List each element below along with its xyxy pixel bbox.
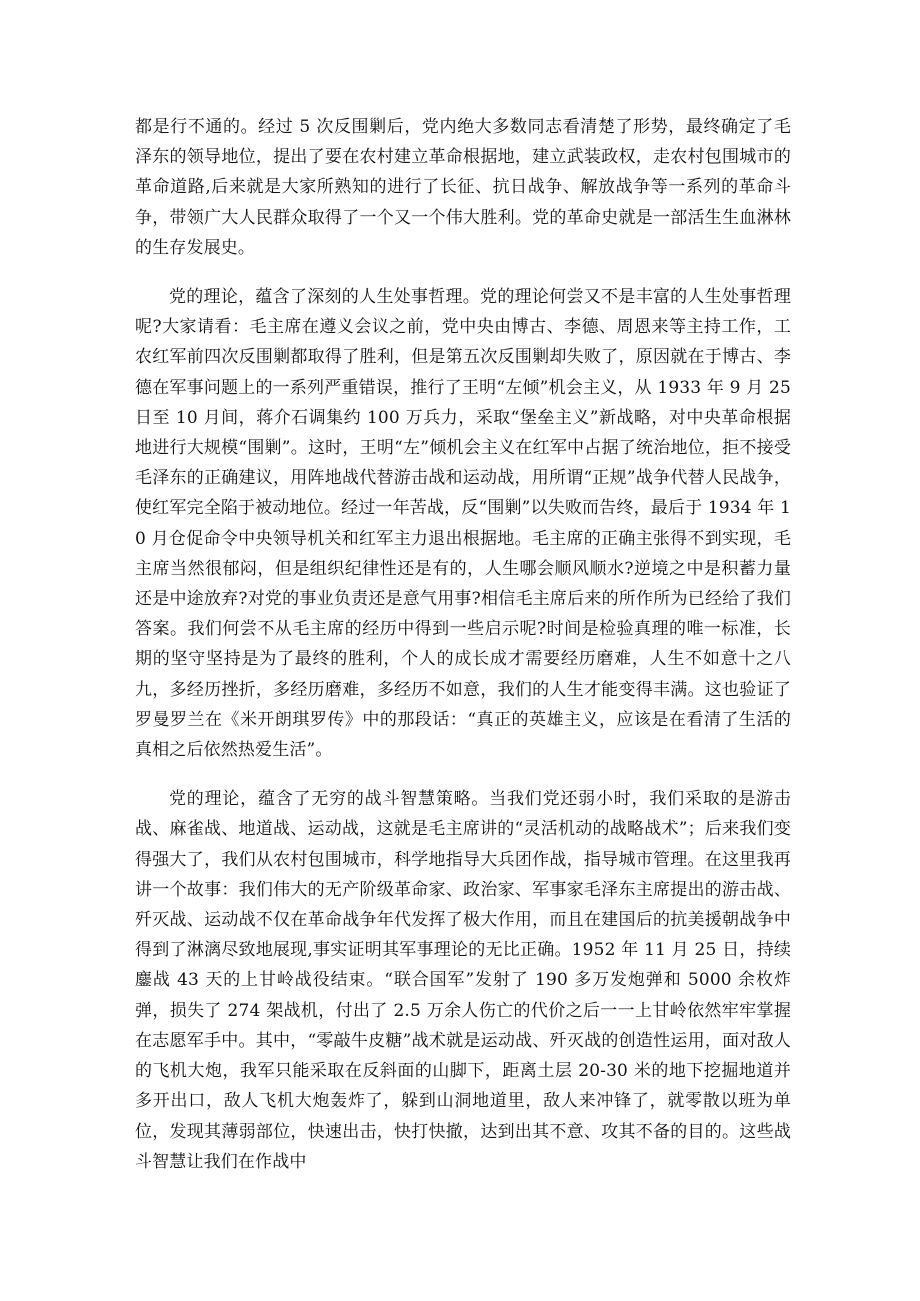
paragraph-1: 都是行不通的。经过 5 次反围剿后，党内绝大多数同志看清楚了形势，最终确定了毛泽东的领导地位，提出了要在农村建立革命根据地，建立武装政权，走农村包围城市的革命道路,后来就是大家所熟知的进行了长征、抗日战争、解放战争等一系列的革命斗争，带领广大人民群众取得了一个又一个伟大胜利。党的革命史就是一部活生生血淋林的生存发展史。	[135, 117, 791, 258]
paragraph-3: 党的理论，蕴含了无穷的战斗智慧策略。当我们党还弱小时，我们采取的是游击战、麻雀战、地道战、运动战，这就是毛主席讲的“灵活机动的战略战术”；后来我们变得强大了，我们从农村包围城市，科学地指导大兵团作战，指导城市管理。在这里我再讲一个故事：我们伟大的无产阶级革命家、政治家、军事家毛泽东主席提出的游击战、歼灭战、运动战不仅在革命战争年代发挥了极大作用，而且在建国后的抗美援朝战争中得到了淋漓尽致地展现,事实证明其军事理论的无比正确。1952 年 11 月 25 日，持续鏖战 43 天的上甘岭战役结束。“联合国军”发射了 190 多万发炮弹和 5000 余枚炸弹，损失了 274 架战机，付出了 2.5 万余人伤亡的代价之后一一上甘岭依然牢牢掌握在志愿军手中。其中，“零敲牛皮糖”战术就是运动战、歼灭战的创造性运用，面对敌人的飞机大炮，我军只能采取在反斜面的山脚下，距离土层 20-30 米的地下挖掘地道并多开出口，敌人飞机大炮轰炸了，躲到山洞地道里，敌人来冲锋了，就零散以班为单位，发现其薄弱部位，快速出击，快打快撤，达到出其不意、攻其不备的目的。这些战斗智慧让我们在作战中	[135, 789, 791, 1172]
document-body	[135, 112, 791, 1196]
paragraph-2: 党的理论，蕴含了深刻的人生处事哲理。党的理论何尝又不是丰富的人生处事哲理呢?大家请看：毛主席在遵义会议之前，党中央由博古、李德、周恩来等主持工作，工农红军前四次反围剿都取得了胜利，但是第五次反围剿却失败了，原因就在于博古、李德在军事问题上的一系列严重错误，推行了王明“左倾”机会主义，从 1933 年 9 月 25 日至 10 月间，蒋介石调集约 100 万兵力，采取“堡垒主义”新战略，对中央革命根据地进行大规模“围剿”。这时，王明“左”倾机会主义在红军中占据了统治地位，拒不接受毛泽东的正确建议，用阵地战代替游击战和运动战，用所谓“正规”战争代替人民战争，使红军完全陷于被动地位。经过一年苦战，反“围剿”以失败而告终，最后于 1934 年 10 月仓促命令中央领导机关和红军主力退出根据地。毛主席的正确主张得不到实现，毛主席当然很郁闷，但是组织纪律性还是有的，人生哪会顺风顺水?逆境之中是积蓄力量还是中途放弃?对党的事业负责还是意气用事?相信毛主席后来的所作所为已经给了我们答案。我们何尝不从毛主席的经历中得到一些启示呢?时间是检验真理的唯一标准，长期的坚守坚持是为了最终的胜利，个人的成长成才需要经历磨难，人生不如意十之八九，多经历挫折，多经历磨难，多经历不如意，我们的人生才能变得丰满。这也验证了罗曼罗兰在《米开朗琪罗传》中的那段话：“真正的英雄主义，应该是在看清了生活的真相之后依然热爱生活”。	[135, 287, 791, 761]
